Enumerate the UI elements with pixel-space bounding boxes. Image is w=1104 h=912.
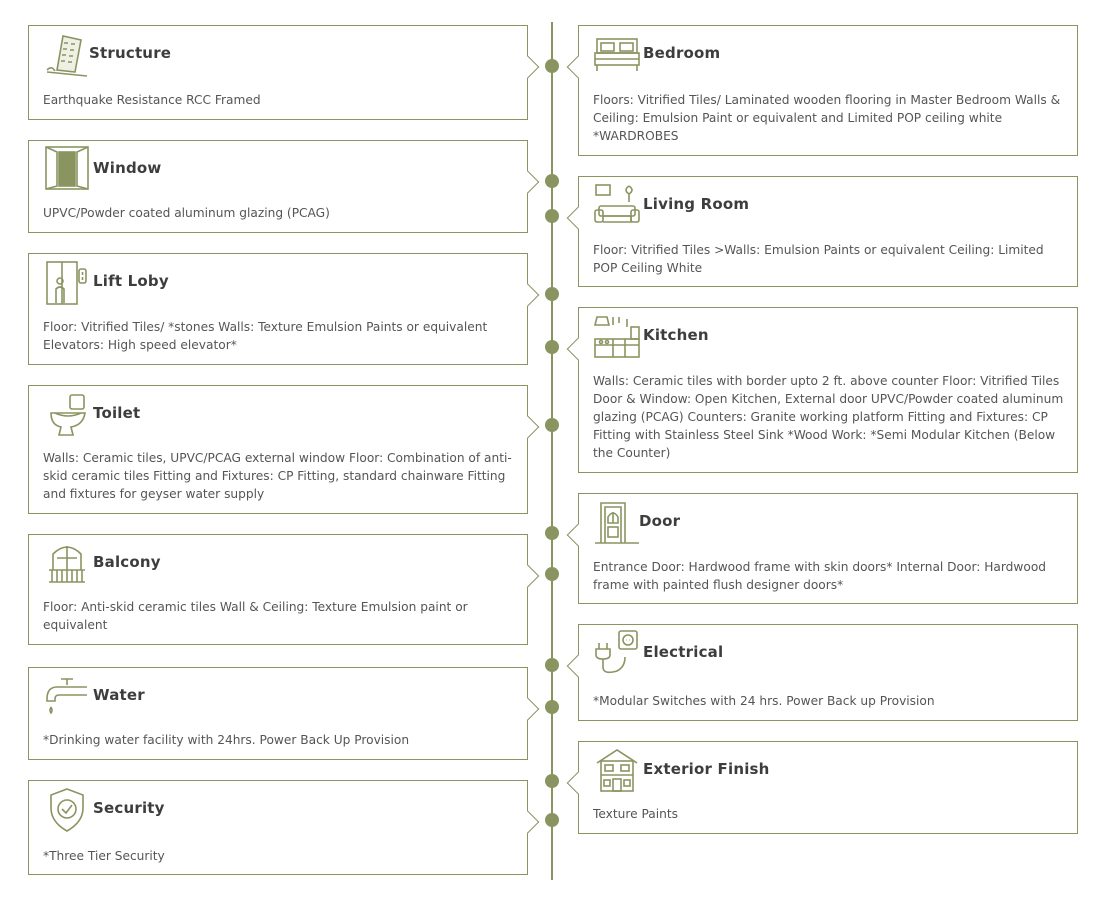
card-description: Floor: Anti-skid ceramic tiles Wall & Ceiling: Texture Emulsion paint or equivalent bbox=[43, 600, 468, 632]
card-description: Earthquake Resistance RCC Framed bbox=[43, 93, 261, 107]
spec-card-balcony bbox=[28, 534, 528, 645]
card-title: Exterior Finish bbox=[643, 760, 770, 778]
card-description: UPVC/Powder coated aluminum glazing (PCAG) bbox=[43, 206, 330, 220]
card-title: Toilet bbox=[93, 404, 141, 422]
timeline-dot bbox=[545, 526, 559, 540]
spec-card-structure bbox=[28, 25, 528, 120]
spec-card-lift-loby bbox=[28, 253, 528, 365]
spec-card-security bbox=[28, 780, 528, 875]
spec-card-kitchen bbox=[578, 307, 1078, 473]
card-title: Lift Loby bbox=[93, 272, 169, 290]
card-description: Floor: Vitrified Tiles >Walls: Emulsion Paints or equivalent Ceiling: Limited POP Ceiling White bbox=[593, 243, 1044, 275]
card-title: Bedroom bbox=[643, 44, 721, 62]
timeline-line bbox=[551, 22, 553, 880]
timeline-dot bbox=[545, 209, 559, 223]
plug-socket-icon bbox=[593, 629, 641, 677]
card-title: Security bbox=[93, 799, 165, 817]
card-description: Entrance Door: Hardwood frame with skin doors* Internal Door: Hardwood frame with painted flush designer doors* bbox=[593, 560, 1047, 592]
card-description: Walls: Ceramic tiles with border upto 2 ft. above counter Floor: Vitrified Tiles Door & Window: Open Kitchen, External door UPVC/Powder coated aluminum glazing (PCAG) Counters: Granite working platform Fitting and Fixtures: CP Fitting with Stainless Steel Sink *Wood Work: *Semi Modular Kitchen (Below the Counter) bbox=[593, 374, 1064, 460]
spec-card-exterior-finish bbox=[578, 741, 1078, 834]
card-description: Floor: Vitrified Tiles/ *stones Walls: Texture Emulsion Paints or equivalent Elevators: High speed elevator* bbox=[43, 320, 488, 352]
timeline-dot bbox=[545, 658, 559, 672]
sofa-icon bbox=[593, 182, 641, 230]
card-description: Walls: Ceramic tiles, UPVC/PCAG external window Floor: Combination of anti-skid ceramic tiles Fitting and Fixtures: CP Fitting, standard chainware Fitting and fixtures for geyser water supply bbox=[43, 451, 512, 501]
door-icon bbox=[593, 499, 641, 547]
card-description: Texture Paints bbox=[593, 807, 678, 821]
card-description: *Modular Switches with 24 hrs. Power Back up Provision bbox=[593, 694, 935, 708]
card-title: Door bbox=[639, 512, 681, 530]
spec-card-toilet bbox=[28, 385, 528, 514]
spec-card-living-room bbox=[578, 176, 1078, 287]
bed-icon bbox=[593, 31, 641, 79]
shield-check-icon bbox=[43, 786, 91, 834]
kitchen-icon bbox=[593, 313, 641, 361]
spec-card-window bbox=[28, 140, 528, 233]
card-description: *Three Tier Security bbox=[43, 849, 165, 863]
spec-card-water bbox=[28, 667, 528, 760]
timeline-dot bbox=[545, 567, 559, 581]
card-title: Water bbox=[93, 686, 145, 704]
card-title: Structure bbox=[89, 44, 172, 62]
card-description: Floors: Vitrified Tiles/ Laminated wooden flooring in Master Bedroom Walls & Ceiling: Emulsion Paint or equivalent and Limited POP ceiling white *WARDROBES bbox=[593, 93, 1061, 143]
toilet-icon bbox=[43, 391, 91, 439]
timeline-dot bbox=[545, 287, 559, 301]
timeline-dot bbox=[545, 774, 559, 788]
window-icon bbox=[43, 144, 91, 192]
spec-card-electrical bbox=[578, 624, 1078, 721]
timeline-dot bbox=[545, 174, 559, 188]
timeline-dot bbox=[545, 340, 559, 354]
timeline-dot bbox=[545, 59, 559, 73]
card-title: Kitchen bbox=[643, 326, 709, 344]
timeline-dot bbox=[545, 700, 559, 714]
card-title: Electrical bbox=[643, 643, 724, 661]
card-description: *Drinking water facility with 24hrs. Power Back Up Provision bbox=[43, 733, 410, 747]
spec-card-door bbox=[578, 493, 1078, 604]
card-title: Window bbox=[93, 159, 162, 177]
timeline-dot bbox=[545, 418, 559, 432]
spec-card-bedroom bbox=[578, 25, 1078, 156]
elevator-icon bbox=[43, 259, 91, 307]
faucet-icon bbox=[43, 671, 91, 719]
house-icon bbox=[593, 747, 641, 795]
building-icon bbox=[43, 30, 91, 78]
balcony-icon bbox=[43, 540, 91, 588]
card-title: Living Room bbox=[643, 195, 750, 213]
card-title: Balcony bbox=[93, 553, 161, 571]
timeline-dot bbox=[545, 813, 559, 827]
